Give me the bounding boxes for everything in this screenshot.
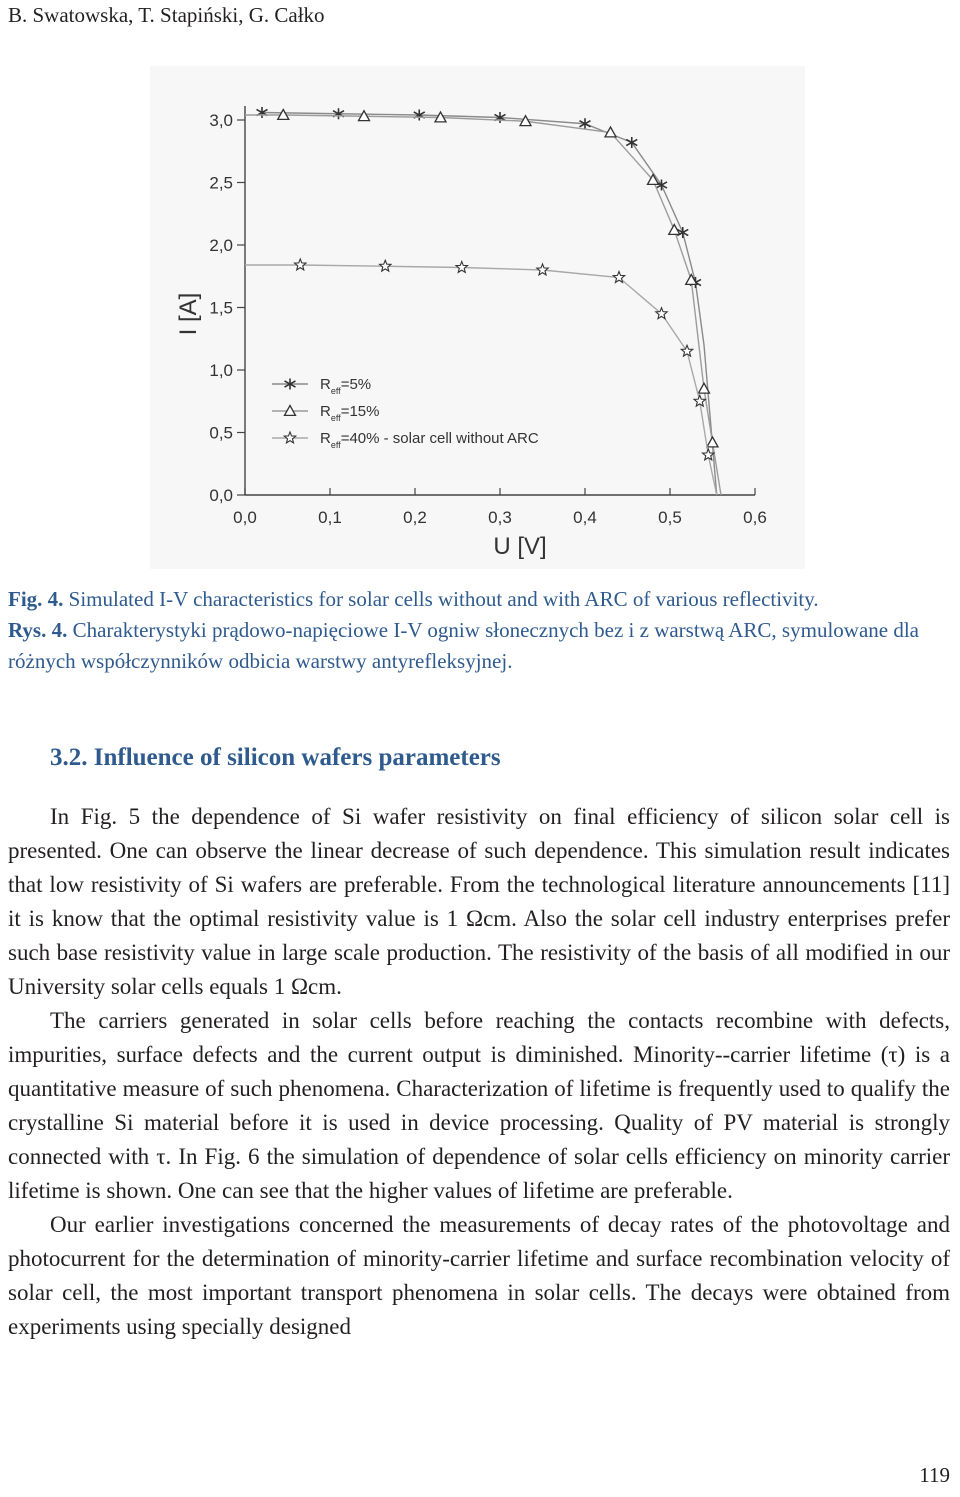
legend-label: $R_{eff}=15\%$ (320, 403, 380, 423)
figure-iv-chart (150, 66, 805, 569)
body-paragraph-1: In Fig. 5 the dependence of Si wafer resistivity on final efficiency of silicon solar cell is presented. One can observe the linear decrease of such dependence. This simulation result indicates that low resistivity of Si wafers are preferable. From the technological literature announcements [11] it is know that the optimal resistivity value is 1 Ωcm. Also the solar cell industry enterprises prefer such base resistivity value in large scale production. The resistivity of the basis of all modified in our University solar cells equals 1 Ωcm. (8, 804, 950, 999)
y-tick-label: 3,0 (209, 111, 233, 130)
y-tick-label: 0,0 (209, 486, 233, 505)
legend-label: $R_{eff}=40\%$ - solar cell without ARC (320, 430, 539, 450)
body-paragraph-2: The carriers generated in solar cells before reaching the contacts recombine with defects, impurities, surface defects and the current output is diminished. Minority--carrier lifetime (τ) is a quantitative measure of such phenomena. Characterization of lifetime is frequently used to qualify the crystalline Si material before it is used in device processing. Quality of PV material is strongly connected with τ. In Fig. 6 the simulation of dependence of solar cells efficiency on minority carrier lifetime is shown. One can see that the higher values of lifetime are preferable. (8, 1008, 950, 1203)
x-tick-label: 0,4 (573, 508, 597, 527)
chart-background (150, 66, 805, 569)
caption-pl-text: Charakterystyki prądowo-napięciowe I-V ogniw słonecznych bez i z warstwą ARC, symulowane dla różnych współczynników odbicia warstwy antyrefleksyjnej. (8, 618, 919, 673)
body-paragraph-3: Our earlier investigations concerned the measurements of decay rates of the photovoltage and photocurrent for the determination of minority-carrier lifetime and surface recombination velocity of solar cell, the most important transport phenomena in solar cells. The decays were obtained from experiments using specially designed (8, 1212, 950, 1339)
iv-chart-svg (150, 66, 805, 569)
body-text (8, 800, 950, 1344)
x-tick-label: 0,5 (658, 508, 682, 527)
x-axis-label: U [V] (493, 533, 547, 560)
x-tick-label: 0,6 (743, 508, 767, 527)
caption-en-label: Fig. 4. (8, 587, 64, 611)
running-header-authors: B. Swatowska, T. Stapiński, G. Całko (8, 3, 325, 27)
y-tick-label: 1,5 (209, 298, 233, 318)
caption-en-text: Simulated I-V characteristics for solar cells without and with ARC of various reflectivity. (68, 587, 819, 611)
y-tick-label: 1,0 (209, 361, 233, 380)
page-number: 119 (919, 1463, 950, 1487)
caption-polish (8, 615, 952, 677)
x-tick-label: 0,3 (488, 508, 512, 527)
x-tick-label: 0,1 (318, 508, 342, 527)
caption-pl-label: Rys. 4. (8, 618, 68, 642)
y-tick-label: 2,5 (209, 173, 233, 193)
x-tick-label: 0,0 (233, 508, 257, 527)
x-tick-label: 0,2 (403, 508, 427, 527)
figure-caption (8, 584, 952, 677)
y-axis-label: I [A] (175, 292, 202, 336)
legend-label: $R_{eff}=5\%$ (320, 376, 372, 396)
y-tick-label: 0,5 (209, 423, 233, 443)
caption-english (8, 584, 952, 615)
y-tick-label: 2,0 (209, 236, 233, 255)
section-heading: 3.2. Influence of silicon wafers parameters (50, 744, 501, 771)
